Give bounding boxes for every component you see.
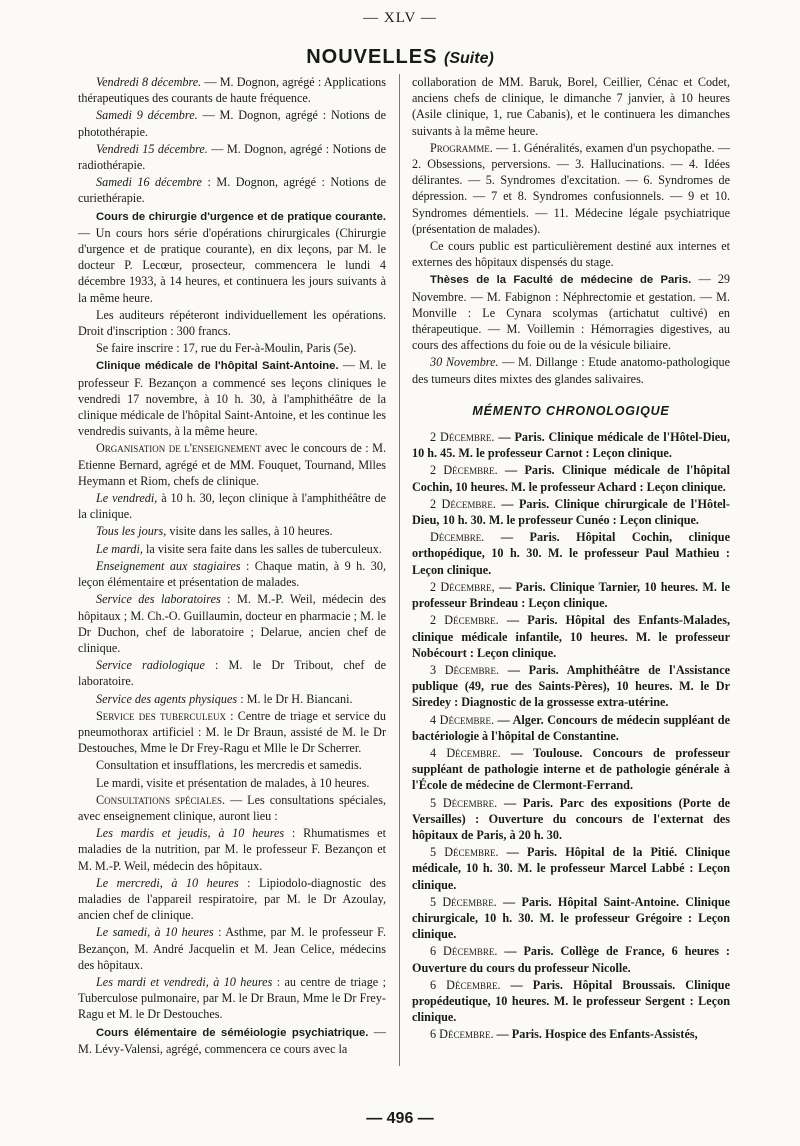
memento-entry: 2 Décembre. — Paris. Clinique médicale de l'hôpital Cochin, 10 heures. M. le professeur Achard : Leçon clinique. [412,463,730,494]
page-title [0,46,800,69]
paragraph: Service radiologique : M. le Dr Tribout, chef de laboratoire. [78,658,387,689]
memento-entry: 2 Décembre. — Paris. Hôpital des Enfants-Malades, clinique médicale infantile, 10 heures. M. le professeur Nobécourt : Leçon clinique. [412,613,730,660]
memento-entry: 5 Décembre. — Paris. Hôpital Saint-Antoine. Clinique chirurgicale, 10 h. 30. M. le professeur Grégoire : Leçon clinique. [412,894,731,942]
memento-entry: 5 Décembre. — Paris. Hôpital de la Pitié. Clinique médicale, 10 h. 30. M. le professeur Marcel Labbé : Leçon clinique. [412,845,730,892]
paragraph: Les auditeurs répéteront individuellement les opérations. Droit d'inscription : 300 francs. [78,307,386,339]
paragraph: Les mardi et vendredi, à 10 heures : au centre de triage ; Tuberculose pulmonaire, par M. le Dr Braun, Mme le Dr Frey-Ragu et M. le Dr Destouches. [78,974,386,1022]
paragraph: Service des agents physiques : M. le Dr H. Biancani. [96,691,353,706]
paragraph: collaboration de MM. Baruk, Borel, Ceillier, Cénac et Codet, anciens chefs de clinique, le dimanche 7 janvier, à 10 heures (Asile clinique, 1, rue Cabanis), et le continuera les dimanches suivants à la même heure. [412,75,730,138]
paragraph: Le vendredi, à 10 h. 30, leçon clinique à l'amphithéâtre de la clinique. [78,491,387,522]
title-suffix: (Suite) [444,50,494,67]
paragraph: Consultation et insufflations, les mercredis et samedis. [96,758,362,773]
paragraph: Organisation de l'enseignement avec le concours de : M. Etienne Bernard, agrégé et de MM. Fouquet, Tournand, Mlles Heymann et Riom, chefs de clinique. [78,441,386,488]
memento-entry: 4 Décembre. — Alger. Concours de médecin suppléant de bactériologie à l'hôpital de Constantine. [412,712,730,743]
paragraph: Thèses de la Faculté de médecine de Paris. — 29 Novembre. — M. Fabignon : Néphrectomie et gestation. — M. Monville : Le Cynara scolymas (artichatut cultivé) en thérapeutique. — M. Voillemin : Hémorragies digestives, au cours des affections du foie ou de la vésicule biliaire. [412,272,731,353]
column-divider [399,74,400,1066]
paragraph: Cours élémentaire de séméiologie psychiatrique. — M. Lévy-Valensi, agrégé, commencera ce cours avec la [78,1024,386,1056]
paragraph: Samedi 9 décembre. — M. Dognon, agrégé : Notions de photothérapie. [78,108,386,139]
memento-entry: 2 Décembre. — Paris. Clinique chirurgicale de l'Hôtel-Dieu, 10 h. 30. M. le professeur Cunéo : Leçon clinique. [412,496,730,528]
paragraph: Clinique médicale de l'hôpital Saint-Antoine. — M. le professeur F. Bezançon a commencé ses leçons cliniques le vendredi 17 novembre, à 10 h. 30, à l'amphithéâtre de la clinique médicale de l'hôpital Saint-Antoine, et les continue les vendredis suivants, à la même heure. [78,358,386,439]
memento-entry: 3 Décembre. — Paris. Amphithéâtre de l'Assistance publique (49, rue des Saints-Pères), 10 heures. M. le Dr Siredey : Diagnostic de la grossesse extra-utérine. [412,662,731,710]
paragraph: Les mardis et jeudis, à 10 heures : Rhumatismes et maladies de la nutrition, par M. le professeur F. Bezançon et M. M.-P. Weil, médecin des hôpitaux. [78,826,386,873]
left-column [78,74,386,1070]
memento-entry: 4 Décembre. — Toulouse. Concours de professeur suppléant de pathologie interne et de pathologie générale à l'École de médecine de Clermont-Ferrand. [412,745,730,793]
title-main: NOUVELLES [306,46,438,68]
memento-entry: Décembre. — Paris. Hôpital Cochin, clinique orthopédique, 10 h. 30. M. le professeur Paul Mathieu : Leçon clinique. [412,530,730,577]
memento-entry: 2 Décembre. — Paris. Clinique médicale de l'Hôtel-Dieu, 10 h. 45. M. le professeur Carnot : Leçon clinique. [412,430,730,461]
paragraph: Programme. — 1. Généralités, examen d'un psychopathe. — 2. Obsessions, perversions. — 3. Hallucinations. — 4. Idées délirantes. — 5. Syndromes d'excitation. — 6. Syndromes de dépression. — 7 et 8. Syndromes confusionnels. — 9 et 10. Syndromes démentiels. — 11. Médecine légale psychiatrique (présentation de malades). [412,140,730,236]
paragraph: Service des tuberculeux : Centre de triage et service du pneumothorax artificiel : M. le Dr Braun, assisté de M. le Dr Destouches, Mme le Dr Frey-Ragu et Mlle le Dr Scherrer. [78,708,386,756]
roman-page-number: — XLV — [363,10,437,26]
paragraph: Se faire inscrire : 17, rue du Fer-à-Moulin, Paris (5e). [96,341,357,356]
paragraph: Le mardi, la visite sera faite dans les salles de tuberculeux. [96,541,382,556]
memento-entry: 2 Décembre, — Paris. Clinique Tarnier, 10 heures. M. le professeur Brindeau : Leçon clinique. [412,579,730,611]
paragraph: Ce cours public est particulièrement destiné aux internes et externes des hôpitaux dispensés du stage. [412,239,730,270]
paragraph: Vendredi 15 décembre. — M. Dognon, agrégé : Notions de radiothérapie. [78,141,386,173]
memento-entry: 6 Décembre. — Paris. Hôpital Broussais. Clinique propédeutique, 10 heures. M. le professeur Sergent : Leçon clinique. [412,977,730,1025]
paragraph: Tous les jours, visite dans les salles, à 10 heures. [96,524,333,539]
memento-entry: 6 Décembre. — Paris. Hospice des Enfants-Assistés, [430,1027,698,1042]
paragraph: Samedi 16 décembre : M. Dognon, agrégé : Notions de curiethérapie. [78,175,386,206]
paragraph: 30 Novembre. — M. Dillange : Etude anatomo-pathologique des tumeurs dites mixtes des glandes salivaires. [412,355,730,386]
paragraph: Le mercredi, à 10 heures : Lipiodolo-diagnostic des maladies de l'appareil respiratoire, par M. le Dr Azoulay, ancien chef de clinique. [78,875,386,923]
paragraph: Cours de chirurgie d'urgence et de pratique courante. — Un cours hors série d'opérations chirurgicales (Chirurgie d'urgence et de pratique courante), en dix leçons, par M. le docteur P. Lecœur, prosecteur, commencera le lundi 4 décembre 1933, à 14 heures, et continuera les jours suivants à la même heure. [78,210,386,305]
paragraph: Vendredi 8 décembre. — M. Dognon, agrégé : Applications thérapeutiques des courants de haute fréquence. [78,75,386,106]
paragraph: Le mardi, visite et présentation de malades, à 10 heures. [96,775,370,790]
paragraph: Service des laboratoires : M. M.-P. Weil, médecin des hôpitaux ; M. Ch.-O. Guillaumin, docteur en pharmacie ; M. le Dr Duchon, chef de laboratoire ; Delarue, ancien chef de clinique. [78,592,387,655]
paragraph: Enseignement aux stagiaires : Chaque matin, à 9 h. 30, leçon élémentaire et présentation de malades. [78,558,386,590]
paragraph: Consultations spéciales. — Les consultations spéciales, avec enseignement clinique, auront lieu : [78,792,387,823]
right-column [412,74,730,1070]
memento-heading: MÉMENTO CHRONOLOGIQUE [472,403,670,418]
memento-entry: 6 Décembre. — Paris. Collège de France, 6 heures : Ouverture du cours du professeur Nicolle. [412,944,730,975]
paragraph: Le samedi, à 10 heures : Asthme, par M. le professeur F. Bezançon, M. André Jacquelin et M. Jean Celice, médecins des hôpitaux. [78,925,386,972]
memento-entry: 5 Décembre. — Paris. Parc des expositions (Porte de Versailles) : Ouverture du concours de l'externat des hôpitaux de Paris, à 20 h. 30. [412,795,731,842]
page-number: — 496 — [366,1110,434,1127]
